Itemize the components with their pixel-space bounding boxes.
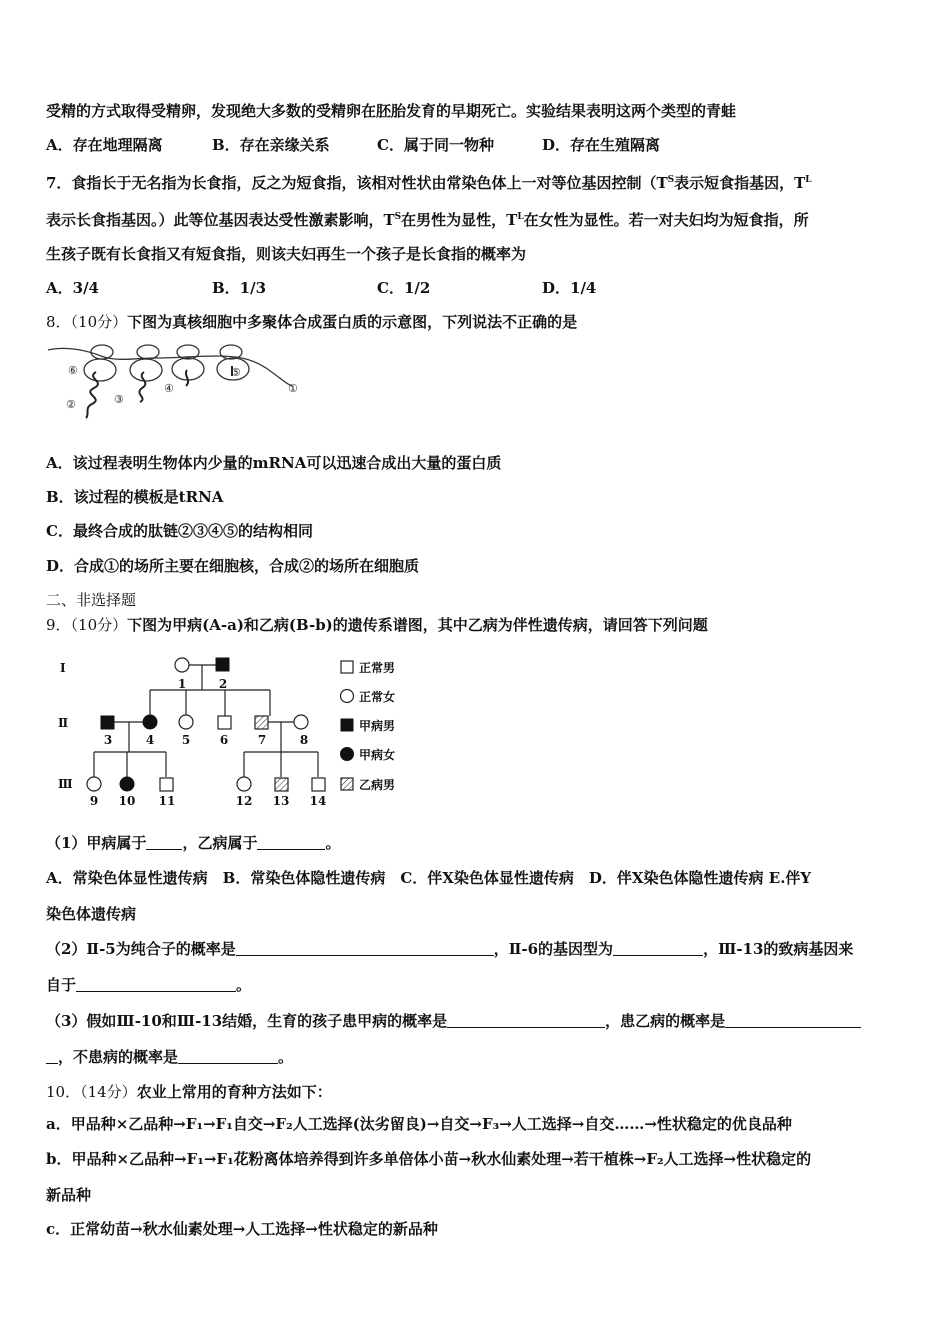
q7-option-b[interactable]: B．1/3: [212, 279, 267, 297]
legend-a-female: 甲病女: [359, 748, 396, 762]
individual-number-9: 9: [89, 794, 99, 808]
individual-2: [216, 658, 229, 671]
q7-option-c[interactable]: C．1/2: [377, 279, 431, 297]
figure-label-4: ④: [164, 382, 174, 395]
q9-stem: 9．（10分）下图为甲病(A-a)和乙病(B-b)的遗传系谱图，其中乙病为伴性遗传病，请回答下列问题: [46, 616, 708, 634]
q7-stem-line3: 生孩子既有长食指又有短食指，则该夫妇再生一个孩子是长食指的概率为: [46, 245, 527, 263]
individual-number-13: 13: [272, 794, 290, 808]
individual-1: [175, 658, 189, 672]
q9-blank-4[interactable]: [613, 941, 703, 956]
q9-part1-options-cont: 染色体遗传病: [46, 905, 137, 923]
individual-number-14: 14: [309, 794, 327, 808]
ribosome-3: [172, 345, 204, 380]
section-heading: 二、非选择题: [46, 591, 137, 609]
individual-5: [179, 715, 193, 729]
individual-number-7: 7: [257, 733, 267, 747]
individual-8: [294, 715, 308, 729]
ribosome-1: [84, 345, 116, 381]
individual-13: [275, 778, 288, 791]
q8-option-a[interactable]: A．该过程表明生物体内少量的mRNA可以迅速合成出大量的蛋白质: [46, 454, 502, 472]
individual-3: [101, 716, 114, 729]
individual-11: [160, 778, 173, 791]
q9-blank-5[interactable]: [76, 977, 236, 992]
q6-option-c[interactable]: C．属于同一物种: [377, 136, 494, 154]
q9-blank-2[interactable]: [257, 835, 325, 850]
legend-symbol-normal-female: [341, 690, 354, 703]
individual-14: [312, 778, 325, 791]
polysome-figure: [46, 342, 316, 422]
legend-symbol-a-male: [341, 719, 353, 731]
legend-a-male: 甲病男: [359, 719, 396, 733]
q10-method-b-cont: 新品种: [46, 1186, 92, 1204]
q9-blank-1[interactable]: [146, 835, 182, 850]
generation-label-2: Ⅱ: [58, 716, 69, 730]
q10-method-a: a．甲品种×乙品种→F₁→F₁自交→F₂人工选择(汰劣留良)→自交→F₃→人工选择→自交……→性状稳定的优良品种: [46, 1115, 792, 1133]
individual-12: [237, 777, 251, 791]
legend-b-male: 乙病男: [359, 778, 396, 792]
q9-part3-cont: ，不患病的概率是 。: [46, 1047, 293, 1067]
q10-method-b: b．甲品种×乙品种→F₁→F₁花粉离体培养得到许多单倍体小苗→秋水仙素处理→若干植株→F₂人工选择→性状稳定的: [46, 1150, 812, 1168]
figure-label-3: ③: [114, 393, 124, 406]
q8-stem: 8．（10分）下图为真核细胞中多聚体合成蛋白质的示意图，下列说法不正确的是: [46, 313, 578, 331]
q9-part2: （2）Ⅱ-5为纯合子的概率是 ，Ⅱ-6的基因型为 ，Ⅲ-13的致病基因来: [46, 940, 854, 958]
q9-blank-8[interactable]: [178, 1049, 278, 1064]
q9-part1-options: A．常染色体显性遗传病 B．常染色体隐性遗传病 C．伴X染色体显性遗传病 D．伴X染色体隐性遗传病 E.伴Y: [46, 869, 812, 887]
q6-option-a[interactable]: A．存在地理隔离: [46, 136, 163, 154]
individual-number-4: 4: [145, 733, 155, 747]
figure-label-2: ②: [66, 398, 76, 411]
q6-option-b[interactable]: B．存在亲缘关系: [212, 136, 330, 154]
q7-option-d[interactable]: D．1/4: [542, 279, 597, 297]
q9-blank-3[interactable]: [236, 941, 494, 956]
q9-blank-6[interactable]: [447, 1013, 605, 1028]
q8-option-d[interactable]: D．合成①的场所主要在细胞核，合成②的场所在细胞质: [46, 557, 420, 575]
individual-7: [255, 716, 268, 729]
q8-option-b[interactable]: B．该过程的模板是tRNA: [46, 488, 224, 506]
q9-part2-cont: 自于 。: [46, 976, 252, 994]
q8-option-c[interactable]: C．最终合成的肽链②③④⑤的结构相同: [46, 522, 313, 540]
q9-blank-7[interactable]: [725, 1013, 861, 1028]
individual-number-12: 12: [235, 794, 253, 808]
legend-normal-female: 正常女: [359, 690, 396, 704]
peptide-chain-mid: [139, 372, 145, 402]
individual-number-8: 8: [299, 733, 309, 747]
individual-number-11: 11: [158, 794, 176, 808]
q7-option-a[interactable]: A．3/4: [46, 279, 99, 297]
individual-number-3: 3: [103, 733, 113, 747]
individual-6: [218, 716, 231, 729]
q10-stem: 10．（14分）农业上常用的育种方法如下：: [46, 1083, 332, 1101]
q7-stem-line2: 表示长食指基因。）此等位基因表达受性激素影响，$T^S$在男性为显性，$T^L$在女性为显性。若一对夫妇均为短食指，所: [46, 211, 809, 229]
individual-10: [120, 777, 134, 791]
figure-label-1: ①: [288, 382, 298, 395]
figure-label-5: ⑤: [231, 366, 241, 379]
figure-label-6: ⑥: [68, 364, 78, 377]
q9-part1: （1）甲病属于 ，乙病属于 。: [46, 834, 341, 852]
individual-number-6: 6: [219, 733, 229, 747]
legend-symbol-normal-male: [341, 661, 353, 673]
individual-number-10: 10: [118, 794, 136, 808]
individual-number-5: 5: [181, 733, 191, 747]
individual-9: [87, 777, 101, 791]
individual-4: [143, 715, 157, 729]
q6-option-d[interactable]: D．存在生殖隔离: [542, 136, 661, 154]
generation-label-1: Ⅰ: [60, 661, 66, 675]
pedigree-chart: [56, 652, 416, 812]
q10-method-c: c．正常幼苗→秋水仙素处理→人工选择→性状稳定的新品种: [46, 1220, 438, 1238]
intro-line: 受精的方式取得受精卵，发现绝大多数的受精卵在胚胎发育的早期死亡。实验结果表明这两个类型的青蛙: [46, 102, 737, 120]
legend-symbol-b-male: [341, 778, 353, 790]
q9-blank-7-cont[interactable]: [46, 1049, 58, 1064]
q7-stem-line1: 7．食指长于无名指为长食指，反之为短食指，该相对性状由常染色体上一对等位基因控制（$T^S$表示短食指基因，$T^L$: [46, 174, 812, 192]
individual-number-2: 2: [218, 677, 228, 691]
ribosome-2: [130, 345, 162, 381]
legend-normal-male: 正常男: [359, 661, 396, 675]
q9-part3: （3）假如Ⅲ-10和Ⅲ-13结婚，生育的孩子患甲病的概率是 ，患乙病的概率是: [46, 1011, 861, 1031]
individual-number-1: 1: [177, 677, 187, 691]
generation-label-3: Ⅲ: [58, 777, 73, 791]
legend-symbol-a-female: [341, 748, 354, 761]
peptide-chain-short: [186, 370, 188, 386]
